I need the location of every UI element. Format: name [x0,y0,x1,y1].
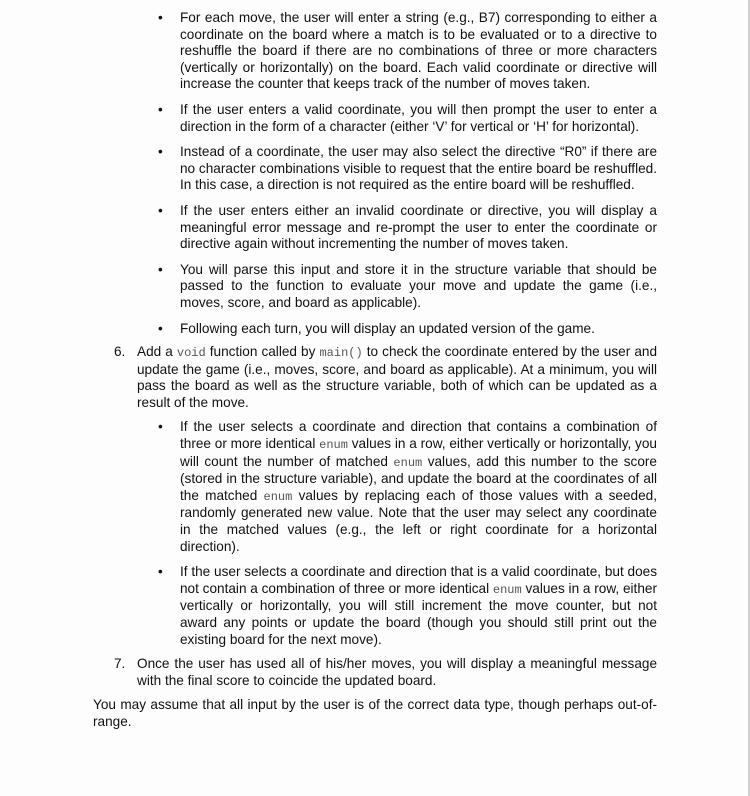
match-text-3: values, add this number to the score (stored in the structure variable), and update the board at the coordinates of all the matched [180,453,657,503]
item6-text-3: to check the coordinate entered by the user and update the game (i.e., moves, score, and board as applicable). At a minimum, you will pass the board as well as the structure variable, both of which can be updated as a result of the move. [137,344,658,410]
numbered-item-6 [114,344,658,411]
nomatch-text-1: If the user selects a coordinate and direction that is a valid coordinate, but does not contain a combination of three or more identical [180,564,657,596]
bullet-move-entry: • For each move, the user will enter a string (e.g., B7) corresponding to either a coordinate on the board where a match is to be evaluated or to a directive to reshuffle the board if there are no combinations of three or more characters (vertically or horizontally) on the board. Each valid coordinate or directive will increase the counter that keeps track of the number of moves taken. [180,10,657,93]
match-text-2: values in a row, either vertically or horizontally, you will count the number of matched [180,436,657,469]
match-text-1: If the user selects a coordinate and direction that contains a combination of three or more identical [180,419,657,452]
bullet-display-update: • Following each turn, you will display an updated version of the game. [180,321,657,338]
item-number: 7. [114,656,126,672]
code-enum: enum [393,455,423,470]
item6-text-1: Add a [137,344,177,360]
nomatch-text-2: values in a row, either vertically or horizontally, you will still increment the move counter, but not award any points or update the board (though you should still print out the existing board for the next move). [180,580,657,647]
code-enum: enum [319,438,348,453]
match-text-4: values by replacing each of those values with a seeded, randomly generated new value. Note that the user may select any coordinate in the matched values (e.g., the left or right coordinate for a horizontal direction). [180,487,657,554]
bullet-invalid-input: • If the user enters either an invalid coordinate or directive, you will display a meaningful error message and re-prompt the user to enter the coordinate or directive again without incrementing the number of moves taken. [180,203,657,253]
code-enum: enum [492,582,522,597]
bullet-reshuffle-directive: • Instead of a coordinate, the user may also select the directive “R0” if there are no character combinations visible to request that the entire board be reshuffled. In this case, a direction is not required as the entire board will be reshuffled. [180,144,657,194]
item7-text: Once the user has used all of his/her moves, you will display a meaningful message with the final score to coincide the updated board. [137,656,657,688]
bullet-parse-input: • You will parse this input and store it in the structure variable that should be passed to the function to evaluate your move and update the game (i.e., moves, score, and board as applicable). [180,262,657,312]
numbered-item-7 [114,656,657,689]
bullet-direction-prompt: • If the user enters a valid coordinate, you will then prompt the user to enter a direction in the form of a character (either ‘V’ for vertical or ‘H’ for horizontal). [180,102,657,135]
closing-paragraph: You may assume that all input by the user is of the correct data type, though perhaps out-of-range. [93,697,657,729]
bullet-no-match [180,564,657,648]
code-main: main() [319,346,363,361]
item6-text-2: function called by [205,344,320,360]
code-void: void [176,346,206,361]
bullet-match-found [180,419,657,555]
document-page [0,10,750,731]
item-number: 6. [114,344,126,360]
code-enum: enum [263,489,293,504]
